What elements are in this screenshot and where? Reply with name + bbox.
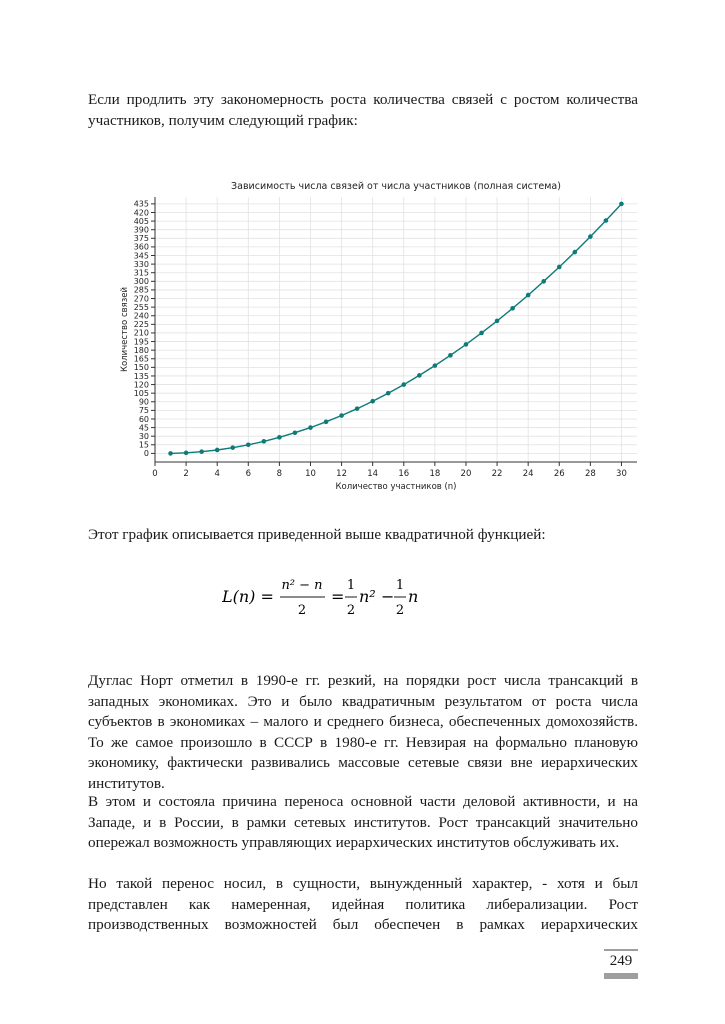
chart-x-tick-label: 22 — [491, 469, 503, 479]
chart-point — [541, 279, 546, 284]
formula-frac2-num: 1 — [346, 578, 356, 593]
chart-point — [324, 420, 329, 425]
page-number: 249 — [609, 953, 633, 969]
chart-point — [246, 442, 251, 447]
chart-y-tick-label: 45 — [138, 423, 149, 433]
chart-y-tick-label: 360 — [133, 242, 149, 252]
chart-title: Зависимость числа связей от числа участников (полная система) — [231, 181, 561, 192]
chart-y-tick-label: 135 — [133, 371, 149, 381]
formula-eq: = — [331, 587, 345, 606]
chart-x-tick-label: 26 — [553, 469, 565, 479]
chart-x-tick-label: 4 — [214, 469, 220, 479]
chart-point — [168, 451, 173, 456]
chart-y-tick-label: 150 — [133, 363, 149, 373]
chart-y-tick-label: 90 — [138, 397, 149, 407]
chart-point — [464, 342, 469, 347]
body-paragraph-2: В этом и состояла причина переноса основной части деловой активности, и на Западе, и в России, в рамки сетевых институтов. Рост трансакций значительно опережал возможность управляющих иерархических институтов обслуживать их. — [88, 793, 638, 852]
chart-point — [230, 445, 235, 450]
chart-x-tick-label: 24 — [522, 469, 534, 479]
chart-x-tick-label: 0 — [152, 469, 158, 479]
chart-y-tick-label: 75 — [138, 406, 149, 416]
formula-frac2-den: 2 — [346, 603, 356, 618]
page-number-rule-bottom — [604, 973, 638, 979]
chart-point — [215, 448, 220, 453]
chart-y-tick-label: 285 — [133, 285, 149, 295]
chart-y-tick-label: 195 — [133, 337, 149, 347]
formula-frac3-num: 1 — [395, 578, 405, 593]
chart-x-tick-label: 6 — [245, 469, 252, 479]
formula — [222, 566, 482, 626]
chart-point — [557, 265, 562, 270]
chart-point — [386, 391, 391, 396]
chart — [115, 175, 645, 495]
formula-svg — [222, 566, 482, 626]
chart-x-tick-label: 2 — [183, 469, 189, 479]
chart-y-tick-label: 405 — [133, 216, 149, 226]
intro-paragraph: Если продлить эту закономерность роста количества связей с ростом количества участников, получим следующий график: — [88, 91, 638, 129]
chart-svg — [115, 175, 645, 495]
chart-point — [526, 293, 531, 298]
chart-point — [495, 319, 500, 324]
chart-series-line — [171, 204, 622, 454]
chart-y-tick-label: 330 — [133, 259, 149, 269]
formula-frac3-den: 2 — [395, 603, 405, 618]
chart-y-tick-label: 165 — [133, 354, 149, 364]
formula-n: n — [408, 587, 419, 606]
formula-n-squared: n² — [359, 587, 376, 606]
chart-point — [262, 439, 267, 444]
chart-x-tick-label: 18 — [429, 469, 441, 479]
chart-point — [510, 306, 515, 311]
chart-y-tick-label: 0 — [143, 449, 149, 459]
chart-y-tick-label: 345 — [133, 251, 149, 261]
chart-point — [479, 331, 484, 336]
chart-y-tick-label: 420 — [133, 208, 149, 218]
chart-point — [433, 363, 438, 368]
chart-y-tick-label: 210 — [133, 328, 149, 338]
chart-x-tick-label: 28 — [584, 469, 596, 479]
chart-x-tick-label: 12 — [336, 469, 347, 479]
chart-point — [573, 250, 578, 255]
chart-point — [588, 234, 593, 239]
chart-point — [339, 413, 344, 418]
chart-point — [293, 430, 298, 435]
chart-y-tick-label: 180 — [133, 345, 149, 355]
chart-x-tick-label: 8 — [276, 469, 283, 479]
chart-y-tick-label: 30 — [138, 431, 149, 441]
chart-x-tick-label: 20 — [460, 469, 472, 479]
chart-y-tick-label: 15 — [138, 440, 149, 450]
chart-y-tick-label: 120 — [133, 380, 149, 390]
chart-x-tick-label: 10 — [305, 469, 316, 479]
chart-point — [604, 218, 609, 223]
chart-y-tick-label: 390 — [133, 225, 149, 235]
chart-point — [308, 425, 313, 430]
chart-y-tick-label: 105 — [133, 388, 149, 398]
chart-y-tick-label: 225 — [133, 320, 149, 330]
chart-x-tick-label: 16 — [398, 469, 410, 479]
chart-y-label: Количество связей — [120, 286, 130, 373]
formula-minus: − — [381, 587, 395, 606]
formula-frac1-num: n² − n — [281, 578, 323, 593]
chart-x-tick-label: 14 — [367, 469, 379, 479]
chart-point — [184, 451, 189, 456]
chart-point — [417, 373, 422, 378]
formula-lhs: L(n) = — [222, 587, 274, 606]
chart-y-tick-label: 270 — [133, 294, 149, 304]
chart-point — [355, 406, 360, 411]
formula-frac1-den: 2 — [297, 603, 307, 618]
chart-y-tick-label: 240 — [133, 311, 149, 321]
chart-point — [401, 382, 406, 387]
chart-x-label: Количество участников (n) — [335, 482, 457, 492]
body-paragraph-1: Дуглас Норт отметил в 1990-е гг. резкий, на порядки рост числа трансакций в западных экономиках. Это и было квадратичным результатом от роста числа субъектов в экономиках – малого и среднего бизнеса, обеспеченных домохозяйств. То же самое произошло в СССР в 1980-е гг. Невзирая на формально плановую экономику, фактически развивались массовые сетевые связи вне иерархических институтов. — [88, 672, 638, 792]
body-paragraph-3: Но такой перенос носил, в сущности, вынужденный характер, - хотя и был представлен как намеренная, идейная политика либерализации. Рост производственных возможностей был обеспечен в рамках иерархических — [88, 875, 638, 934]
chart-y-tick-label: 300 — [133, 277, 149, 287]
chart-point — [448, 353, 453, 358]
formula-intro-paragraph: Этот график описывается приведенной выше квадратичной функцией: — [88, 526, 546, 543]
chart-point — [370, 399, 375, 404]
chart-y-tick-label: 435 — [133, 199, 149, 209]
chart-y-tick-label: 315 — [133, 268, 149, 278]
chart-x-tick-label: 30 — [616, 469, 627, 479]
chart-y-tick-label: 375 — [133, 234, 149, 244]
chart-point — [277, 435, 282, 440]
chart-y-tick-label: 60 — [138, 414, 149, 424]
page-number-rule-top — [604, 949, 638, 951]
chart-point — [619, 202, 624, 207]
chart-y-tick-label: 255 — [133, 302, 149, 312]
chart-point — [199, 449, 204, 454]
